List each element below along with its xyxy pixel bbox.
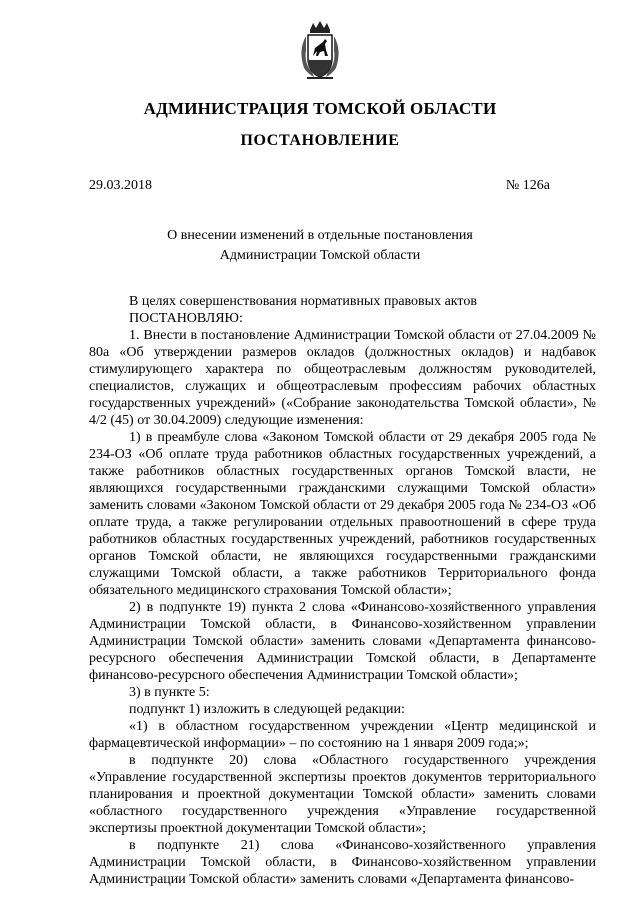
paragraph: в подпункте 21) слова «Финансово-хозяйственного управления Администрации Томской области, в Финансово-хозяйственном управлении Администрации Томской области» заменить словами «Департамента финансово- bbox=[89, 838, 596, 887]
subject-line: Администрации Томской области bbox=[219, 248, 421, 263]
paragraph: ПОСТАНОВЛЯЮ: bbox=[129, 311, 243, 326]
document-type-title: ПОСТАНОВЛЕНИЕ bbox=[240, 132, 400, 149]
paragraph: 1. Внести в постановление Администрации Томской области от 27.04.2009 № 80а «Об утверждении размеров окладов (должностных окладов) и надбавок стимулирующего характера по общеотраслевым должностям руководителей, специалистов, служащих и общеотраслевым профессиям рабочих областных государственных учреждений» («Собрание законодательства Томской области», № 4/2 (45) от 30.04.2009) следующие изменения: bbox=[89, 328, 596, 428]
paragraph: 3) в пункте 5: bbox=[129, 685, 210, 700]
document-date: 29.03.2018 bbox=[89, 178, 152, 193]
tomsk-coat-of-arms-icon bbox=[296, 20, 344, 82]
organization-title: АДМИНИСТРАЦИЯ ТОМСКОЙ ОБЛАСТИ bbox=[143, 99, 497, 118]
document-number: № 126а bbox=[505, 178, 550, 193]
paragraph: в подпункте 20) слова «Областного государственного учреждения «Управление государственной экспертизы проектов документов территориального планирования и проектной документации Томской области» заменить словами «областного государственного учреждения «Управление государственной экспертизы проектной документации Томской области»; bbox=[89, 753, 596, 836]
document-subject bbox=[0, 226, 640, 266]
paragraph: 1) в преамбуле слова «Законом Томской области от 29 декабря 2005 года № 234-ОЗ «Об оплате труда работников областных государственных учреждений, а также работников областных государственных органов Томской власти, не являющихся государственными гражданскими служащими Томской области» заменить словами «Законом Томской области от 29 декабря 2005 года № 234-ОЗ «Об оплате труда, а также регулировании отдельных правоотношений в сфере труда работников областных государственных учреждений, работников государственных органов Томской области, не являющихся государственными гражданскими служащими Томской области, а также работников Территориального фонда обязательного медицинского страхования Томской области»; bbox=[89, 430, 596, 598]
subject-line: О внесении изменений в отдельные постановления bbox=[167, 228, 473, 243]
paragraph: В целях совершенствования нормативных правовых актов bbox=[129, 294, 477, 309]
paragraph: «1) в областном государственном учреждении «Центр медицинской и фармацевтической информации» – по состоянию на 1 января 2009 года;»; bbox=[89, 719, 596, 751]
document-body bbox=[89, 293, 596, 888]
paragraph: подпункт 1) изложить в следующей редакции: bbox=[129, 702, 405, 717]
paragraph: 2) в подпункте 19) пункта 2 слова «Финансово-хозяйственного управления Администрации Томской области, в Финансово-хозяйственном управлении Администрации Томской области» заменить словами «Департамента финансово-ресурсного обеспечения Администрации Томской области, в Департаменте финансово-ресурсного обеспечения Администрации Томской области»; bbox=[89, 600, 596, 683]
